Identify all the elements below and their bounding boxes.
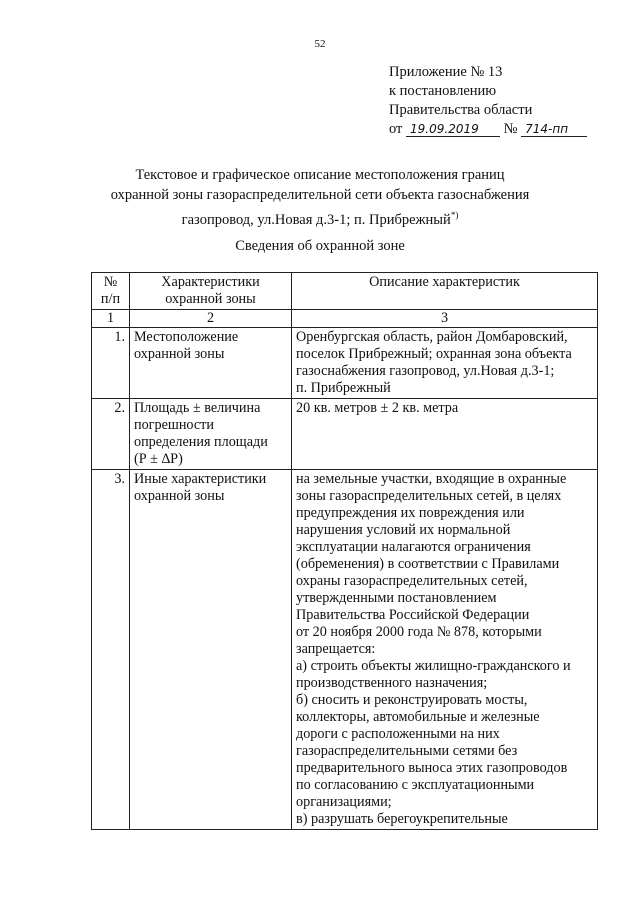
title-line-3-text: газопровод, ул.Новая д.3-1; п. Прибрежный [181,211,451,228]
appendix-line-3: Правительства области [389,102,533,118]
row-characteristic: Площадь ± величина погрешности определения площади (Р ± ∆Р) [130,399,292,470]
row-characteristic: Иные характеристики охранной зоны [130,470,292,830]
column-number-3: 3 [292,310,598,328]
table-row [92,328,598,399]
section-title: Сведения об охранной зоне [235,238,405,254]
table-header-row [92,273,598,310]
appendix-line-1: Приложение № 13 [389,64,503,80]
appendix-date-line [389,120,587,139]
title-line-1: Текстовое и графическое описание местоположения границ [135,167,505,183]
appendix-line-2: к постановлению [389,83,497,99]
row-description: 20 кв. метров ± 2 кв. метра [292,399,598,470]
header-no: № п/п [92,273,130,310]
header-characteristic: Характеристики охранной зоны [130,273,292,310]
title-line-3 [0,205,640,230]
row-number: 3. [92,470,130,830]
table-row [92,399,598,470]
column-number-1: 1 [92,310,130,328]
column-number-2: 2 [130,310,292,328]
row-number: 2. [92,399,130,470]
table-row [92,470,598,830]
handwritten-number: 714-пп [521,122,587,137]
header-description: Описание характеристик [292,273,598,310]
page-number: 52 [314,38,326,50]
title-line-2: охранной зоны газораспределительной сети объекта газоснабжения [110,187,530,203]
document-title [0,165,640,230]
number-label: № [503,121,518,137]
footnote-mark: *) [450,210,459,220]
row-description: на земельные участки, входящие в охранные зоны газораспределительных сетей, в целях предупреждения их повреждения или нарушения условий их нормальной эксплуатации налагаются ограничения (обременения) в соответствии с Правилами охраны газораспределительных сетей, утвержденными постановлением Правительства Российской Федерации от 20 ноября 2000 года № 878, которыми запрещается: а) строить объекты жилищно-гражданского и производственного назначения; б) сносить и реконструировать мосты, коллекторы, автомобильные и железные дороги с расположенными на них газораспределительными сетями без предварительного выноса этих газопроводов по согласованию с эксплуатационными организациями; в) разрушать берегоукрепительные [292,470,598,830]
zone-info-table [91,272,598,830]
row-description: Оренбургская область, район Домбаровский, поселок Прибрежный; охранная зона объекта газоснабжения газопровод, ул.Новая д.3-1; п. Прибрежный [292,328,598,399]
column-number-row [92,310,598,328]
from-label: от [389,121,403,137]
row-number: 1. [92,328,130,399]
row-characteristic: Местоположение охранной зоны [130,328,292,399]
handwritten-date: 19.09.2019 [406,122,500,137]
appendix-block [389,63,587,139]
